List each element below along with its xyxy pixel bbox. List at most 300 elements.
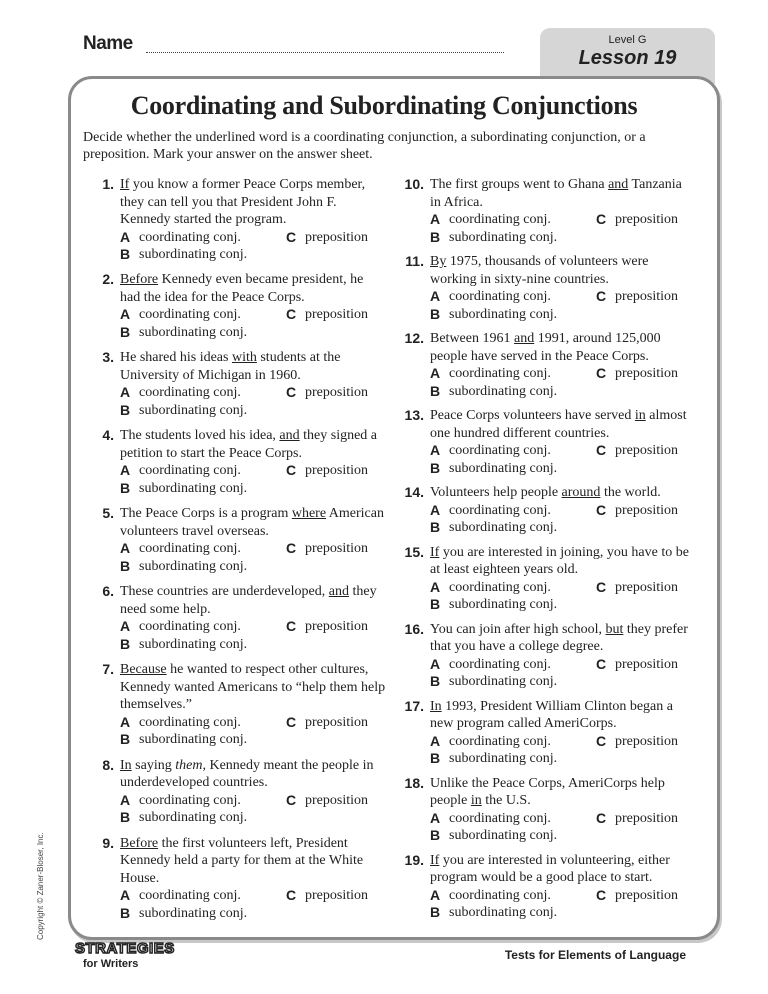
option-letter-a: A [430, 809, 441, 826]
question-item [396, 330, 696, 400]
question-text [430, 407, 696, 442]
options-row [120, 618, 386, 636]
option-text-c: preposition [305, 888, 368, 903]
options-row [430, 810, 696, 828]
option-a[interactable] [430, 365, 596, 383]
question-item [86, 583, 386, 653]
questions-left-column [86, 176, 386, 922]
question-body [430, 775, 696, 845]
option-text-a: coordinating conj. [449, 656, 551, 672]
question-number: 15. [404, 543, 424, 560]
option-letter-b: B [120, 479, 131, 496]
question-text-pre: The students loved his idea, [120, 428, 280, 444]
underlined-word: In [120, 757, 132, 773]
option-text-a: coordinating conj. [449, 212, 551, 227]
question-number: 17. [404, 697, 424, 714]
option-b[interactable] [430, 519, 696, 537]
option-text-a: coordinating conj. [139, 714, 241, 730]
option-a[interactable] [120, 540, 286, 558]
option-letter-b: B [430, 596, 441, 613]
question-number: 6. [102, 583, 114, 600]
underlined-word: If [430, 544, 440, 560]
question-body [430, 176, 696, 246]
question-text [120, 835, 386, 888]
question-number: 12. [404, 330, 424, 347]
option-a[interactable] [120, 887, 286, 905]
option-c[interactable] [596, 211, 678, 229]
option-letter-b: B [120, 904, 131, 921]
option-letter-a: A [120, 791, 131, 808]
underlined-word: with [231, 350, 257, 366]
question-text-post: they signed a petition to start the Peace Corps. [120, 428, 378, 461]
question-number: 16. [404, 620, 424, 637]
option-text-c: preposition [305, 792, 368, 808]
question-body [430, 484, 696, 537]
question-text [120, 661, 386, 714]
option-a[interactable] [430, 887, 596, 905]
instructions: Decide whether the underlined word is a coordinating conjunction, a subordinating conjunction, or a preposition. Mark your answer on the answer sheet. [83, 130, 646, 162]
question-text [120, 757, 386, 792]
question-body [430, 330, 696, 400]
option-letter-c: C [286, 713, 297, 730]
option-letter-a: A [120, 540, 131, 557]
option-b[interactable] [430, 904, 696, 922]
name-line[interactable] [146, 52, 504, 53]
option-text-b: subordinating conj. [449, 905, 558, 921]
option-c[interactable] [596, 810, 678, 828]
option-text-c: preposition [305, 307, 368, 323]
option-text-c: preposition [615, 443, 678, 459]
underlined-word: If [120, 177, 130, 192]
option-letter-a: A [430, 501, 441, 518]
option-letter-b: B [430, 750, 441, 767]
underlined-word: around [561, 485, 601, 501]
option-c[interactable] [596, 288, 678, 306]
option-a[interactable] [120, 714, 286, 732]
option-a[interactable] [120, 306, 286, 324]
option-letter-c: C [286, 384, 297, 401]
underlined-word: and [328, 584, 349, 600]
option-letter-c: C [286, 228, 297, 245]
question-text-post: you are interested in volunteering, either program would be a good place to start. [430, 852, 670, 886]
option-text-c: preposition [615, 656, 678, 672]
underlined-word: and [279, 428, 300, 444]
question-text [430, 698, 696, 733]
option-text-b: subordinating conj. [139, 636, 248, 652]
option-letter-c: C [596, 442, 607, 459]
option-c[interactable] [596, 502, 678, 520]
option-c[interactable] [286, 618, 368, 636]
question-text-pre: He shared his ideas [120, 350, 232, 366]
question-text [120, 271, 386, 306]
question-text-post: 1975, thousands of volunteers were working in sixty-nine countries. [430, 254, 649, 287]
question-item [396, 621, 696, 691]
option-c[interactable] [286, 306, 368, 324]
option-b[interactable] [120, 402, 386, 420]
question-item [396, 852, 696, 922]
question-body [120, 349, 386, 419]
option-letter-c: C [596, 501, 607, 518]
question-text [430, 852, 696, 887]
option-text-b: subordinating conj. [449, 460, 558, 476]
option-c[interactable] [596, 365, 678, 383]
question-text-pre: The first groups went to Ghana [430, 177, 609, 192]
option-text-a: coordinating conj. [139, 888, 241, 903]
option-text-a: coordinating conj. [139, 385, 241, 401]
question-text-pre: Between 1961 [430, 331, 514, 347]
option-b[interactable] [430, 673, 696, 691]
option-a[interactable] [430, 442, 596, 460]
option-b[interactable] [120, 480, 386, 498]
options-row [430, 656, 696, 674]
option-text-c: preposition [305, 541, 368, 557]
option-c[interactable] [596, 733, 678, 751]
option-letter-b: B [430, 305, 441, 322]
option-text-a: coordinating conj. [449, 289, 551, 305]
question-item [396, 407, 696, 477]
option-text-a: coordinating conj. [449, 810, 551, 826]
option-c[interactable] [286, 462, 368, 480]
option-b[interactable] [120, 558, 386, 576]
option-b[interactable] [430, 229, 696, 247]
option-text-b: subordinating conj. [449, 520, 558, 536]
question-item [396, 253, 696, 323]
option-letter-a: A [120, 306, 131, 323]
question-text-post: Kennedy even became president, he had the idea for the Peace Corps. [120, 272, 364, 305]
option-letter-b: B [120, 246, 131, 262]
question-text [120, 176, 386, 229]
question-text [120, 583, 386, 618]
question-text-post: students at the University of Michigan in 1960. [120, 350, 341, 383]
option-letter-c: C [286, 887, 297, 903]
option-letter-a: A [430, 886, 441, 903]
question-item [396, 484, 696, 537]
option-text-a: coordinating conj. [449, 443, 551, 459]
option-letter-c: C [286, 618, 297, 635]
question-text-post: American volunteers travel overseas. [120, 506, 384, 539]
option-c[interactable] [596, 656, 678, 674]
question-body [430, 253, 696, 323]
underlined-word: If [430, 852, 440, 868]
option-text-b: subordinating conj. [139, 732, 248, 748]
option-b[interactable] [430, 383, 696, 401]
option-letter-c: C [596, 211, 607, 227]
question-text-post: saying [131, 757, 176, 773]
name-label: Name [83, 33, 133, 54]
question-number: 7. [102, 661, 114, 678]
option-text-c: preposition [305, 714, 368, 730]
option-letter-a: A [120, 228, 131, 245]
option-letter-b: B [430, 673, 441, 690]
options-row [430, 887, 696, 905]
option-text-b: subordinating conj. [139, 247, 248, 262]
option-text-b: subordinating conj. [139, 810, 248, 826]
option-letter-c: C [596, 365, 607, 382]
option-c[interactable] [596, 442, 678, 460]
question-text-pre: Volunteers help people [430, 485, 562, 501]
question-text [430, 176, 696, 211]
question-text-pre: You can join after high school, [430, 621, 606, 637]
option-b[interactable] [430, 750, 696, 768]
options-row [430, 579, 696, 597]
question-item [396, 544, 696, 614]
options-row [430, 502, 696, 520]
option-letter-a: A [430, 442, 441, 459]
options-row [430, 442, 696, 460]
page-title: Coordinating and Subordinating Conjunctions [130, 91, 638, 120]
option-text-b: subordinating conj. [449, 751, 558, 767]
option-text-b: subordinating conj. [139, 402, 248, 418]
question-number: 13. [404, 407, 424, 424]
option-c[interactable] [286, 714, 368, 732]
question-text-post: you are interested in joining, you have to be at least eighteen years old. [430, 544, 689, 578]
options-row [120, 306, 386, 324]
options-row [120, 714, 386, 732]
question-item [86, 349, 386, 419]
option-letter-c: C [596, 288, 607, 305]
option-a[interactable] [120, 618, 286, 636]
question-text [430, 484, 696, 502]
option-letter-b: B [120, 731, 131, 748]
option-text-b: subordinating conj. [449, 597, 558, 613]
question-body [120, 271, 386, 341]
option-text-c: preposition [305, 619, 368, 635]
option-a[interactable] [430, 656, 596, 674]
underlined-word: and [513, 331, 535, 347]
option-letter-b: B [120, 323, 131, 340]
options-row [120, 462, 386, 480]
option-letter-c: C [286, 306, 297, 323]
question-number: 2. [102, 271, 114, 288]
option-text-b: subordinating conj. [139, 324, 248, 340]
option-c[interactable] [286, 384, 368, 402]
question-item [396, 775, 696, 845]
option-letter-c: C [596, 655, 607, 672]
option-text-c: preposition [615, 579, 678, 595]
question-text-post: almost one hundred different countries. [430, 408, 687, 441]
option-letter-b: B [120, 557, 131, 574]
question-text-pre: These countries are underdeveloped, [120, 584, 329, 600]
question-text [430, 253, 696, 288]
question-text-post: they need some help. [120, 584, 377, 617]
question-text-post: he wanted to respect other cultures, Kennedy wanted Americans to “help them help themselves.” [120, 662, 386, 713]
option-text-a: coordinating conj. [139, 619, 241, 635]
option-letter-b: B [430, 228, 441, 245]
strategies-logo [75, 940, 175, 971]
options-row [430, 365, 696, 383]
option-letter-b: B [430, 459, 441, 476]
option-c[interactable] [596, 579, 678, 597]
question-number: 5. [102, 505, 114, 522]
question-text [120, 427, 386, 462]
option-letter-a: A [430, 288, 441, 305]
options-row [120, 384, 386, 402]
option-text-a: coordinating conj. [139, 463, 241, 479]
option-text-c: preposition [615, 733, 678, 749]
question-text-post2: Kennedy meant the people in underdeveloped countries. [120, 757, 374, 791]
question-number: 1. [102, 176, 114, 192]
option-b[interactable] [120, 731, 386, 749]
italic-word: them, [175, 757, 206, 773]
option-text-c: preposition [305, 463, 368, 479]
option-letter-a: A [430, 211, 441, 227]
option-text-c: preposition [615, 887, 678, 903]
option-b[interactable] [120, 905, 386, 923]
logo-bottom: for Writers [83, 958, 139, 970]
option-text-a: coordinating conj. [139, 307, 241, 323]
option-c[interactable] [286, 229, 368, 247]
option-a[interactable] [120, 229, 286, 247]
underlined-word: Before [120, 272, 159, 288]
question-text-post: 1991, around 125,000 people have served in the Peace Corps. [430, 331, 661, 364]
question-text-pre: The Peace Corps is a program [120, 506, 292, 522]
question-item [86, 176, 386, 264]
option-letter-b: B [430, 904, 441, 921]
underlined-word: By [430, 254, 447, 270]
question-item [86, 757, 386, 827]
question-number: 11. [405, 253, 424, 270]
copyright: Copyright © Zaner-Bloser, Inc. [36, 832, 45, 940]
option-a[interactable] [120, 462, 286, 480]
option-text-b: subordinating conj. [449, 229, 558, 245]
underlined-word: and [608, 177, 629, 192]
question-item [396, 176, 696, 246]
option-letter-c: C [596, 732, 607, 749]
question-number: 19. [404, 851, 424, 868]
underlined-word: where [291, 506, 327, 522]
question-body [120, 583, 386, 653]
option-text-c: preposition [615, 810, 678, 826]
option-text-b: subordinating conj. [449, 674, 558, 690]
question-text-post: the world. [600, 485, 661, 501]
option-text-a: coordinating conj. [139, 541, 241, 557]
option-b[interactable] [120, 324, 386, 342]
question-body [430, 544, 696, 614]
option-text-a: coordinating conj. [449, 502, 551, 518]
option-letter-c: C [596, 886, 607, 903]
question-text [430, 775, 696, 810]
underlined-word: Because [120, 662, 167, 678]
option-text-a: coordinating conj. [449, 579, 551, 595]
options-row [120, 540, 386, 558]
option-text-a: coordinating conj. [449, 887, 551, 903]
option-a[interactable] [430, 579, 596, 597]
option-letter-c: C [286, 540, 297, 557]
question-text [430, 621, 696, 656]
options-row [120, 887, 386, 905]
option-a[interactable] [430, 502, 596, 520]
question-item [396, 698, 696, 768]
question-text [120, 505, 386, 540]
option-a[interactable] [120, 384, 286, 402]
option-b[interactable] [120, 809, 386, 827]
option-text-a: coordinating conj. [449, 733, 551, 749]
option-letter-b: B [430, 519, 441, 536]
option-letter-b: B [430, 827, 441, 844]
option-letter-a: A [430, 655, 441, 672]
option-letter-a: A [120, 887, 131, 903]
option-b[interactable] [430, 596, 696, 614]
question-body [120, 835, 386, 923]
option-letter-a: A [430, 365, 441, 382]
options-row [120, 792, 386, 810]
question-text [430, 544, 696, 579]
option-text-b: subordinating conj. [139, 558, 248, 574]
question-item [86, 661, 386, 749]
option-b[interactable] [430, 306, 696, 324]
option-a[interactable] [430, 211, 596, 229]
question-body [120, 757, 386, 827]
option-a[interactable] [120, 792, 286, 810]
option-letter-a: A [430, 732, 441, 749]
options-row [430, 288, 696, 306]
option-letter-b: B [120, 809, 131, 826]
question-number: 4. [102, 427, 114, 444]
question-text [120, 349, 386, 384]
option-c[interactable] [286, 792, 368, 810]
option-b[interactable] [120, 636, 386, 654]
question-item [86, 835, 386, 923]
option-letter-b: B [120, 401, 131, 418]
option-letter-a: A [120, 713, 131, 730]
option-text-b: subordinating conj. [139, 480, 248, 496]
option-letter-b: B [430, 382, 441, 399]
question-text-post: 1993, President William Clinton began a new program called AmeriCorps. [430, 698, 673, 732]
underlined-word: In [430, 698, 442, 714]
lesson-label: Lesson 19 [578, 47, 677, 69]
question-number: 10. [404, 176, 424, 192]
option-b[interactable] [120, 246, 386, 264]
option-text-c: preposition [305, 385, 368, 401]
underlined-word: Before [120, 835, 159, 851]
option-c[interactable] [596, 887, 678, 905]
option-text-b: subordinating conj. [139, 905, 248, 921]
option-letter-c: C [286, 791, 297, 808]
option-letter-a: A [120, 618, 131, 635]
option-b[interactable] [430, 827, 696, 845]
logo-top: STRATEGIES [75, 940, 175, 957]
question-body [430, 852, 696, 922]
underlined-word: in [634, 408, 646, 424]
question-body [430, 407, 696, 477]
question-text-pre: Peace Corps volunteers have served [430, 408, 635, 424]
option-b[interactable] [430, 460, 696, 478]
question-text-post: the U.S. [481, 793, 531, 809]
question-text-post: the first volunteers left, President Kennedy held a party for them at the White House. [120, 835, 364, 886]
question-body [120, 661, 386, 749]
option-a[interactable] [430, 288, 596, 306]
option-a[interactable] [430, 810, 596, 828]
option-letter-a: A [120, 384, 131, 401]
question-text-post: Tanzania in Africa. [430, 177, 682, 210]
question-text-post: they prefer that you have a college degree. [430, 621, 688, 655]
question-item [86, 271, 386, 341]
question-number: 14. [404, 484, 424, 501]
option-c[interactable] [286, 887, 368, 905]
option-c[interactable] [286, 540, 368, 558]
question-number: 8. [102, 756, 114, 773]
options-row [430, 211, 696, 229]
option-letter-c: C [286, 462, 297, 479]
option-text-c: preposition [305, 229, 368, 245]
question-number: 3. [102, 349, 114, 366]
question-item [86, 427, 386, 497]
question-body [430, 698, 696, 768]
questions-right-column [396, 176, 696, 922]
option-a[interactable] [430, 733, 596, 751]
option-text-b: subordinating conj. [449, 306, 558, 322]
book-title: Tests for Elements of Language [504, 948, 686, 962]
